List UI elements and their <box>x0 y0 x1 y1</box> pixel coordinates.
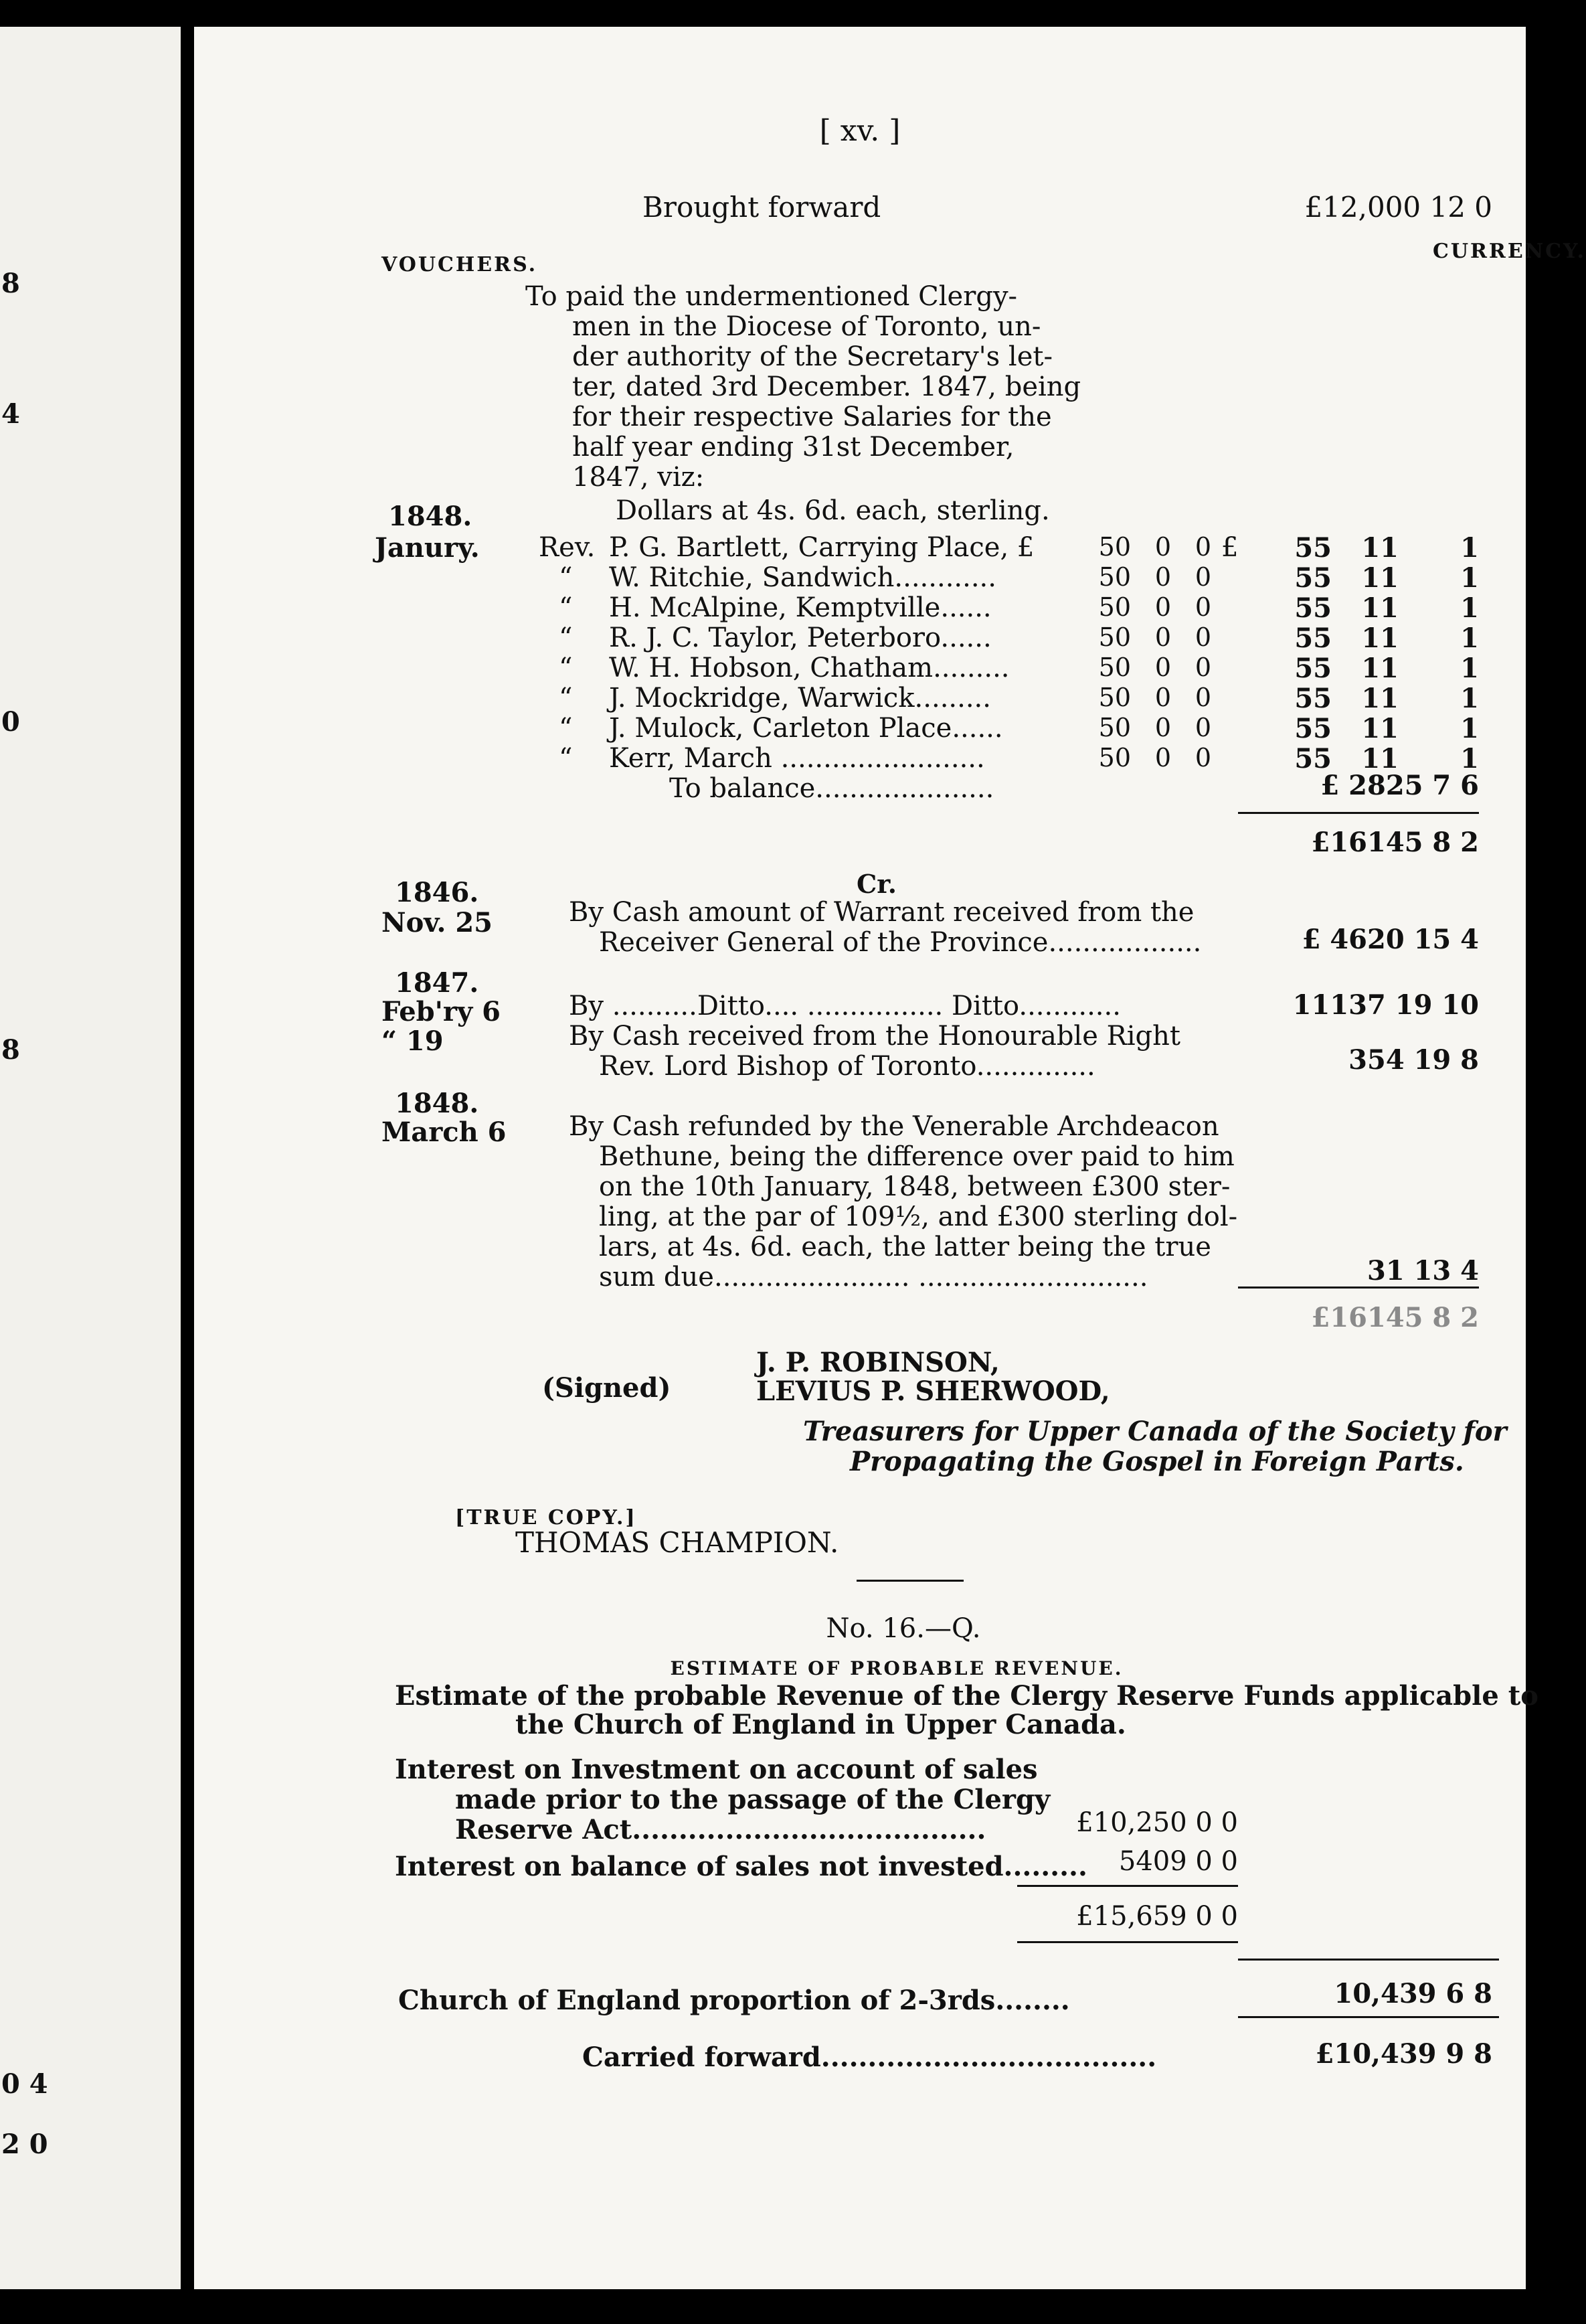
currency-amount: 55 <box>1294 683 1332 714</box>
credit-amount: 31 13 4 <box>1367 1255 1479 1286</box>
clergy-name: Kerr, March ........................ <box>609 743 985 774</box>
section-divider <box>857 1580 964 1582</box>
church-proportion-amount: 10,439 6 8 <box>1334 1978 1492 2009</box>
signatory-name: J. P. ROBINSON, <box>756 1347 1000 1378</box>
subtotal-rule <box>1017 1941 1238 1943</box>
vouchers-label: VOUCHERS. <box>381 253 538 276</box>
credit-text-line: sum due....................... ........................... <box>599 1262 1148 1293</box>
currency-shillings: 11 <box>1361 562 1399 594</box>
currency-amount: 55 <box>1294 562 1332 594</box>
clergy-name: J. Mockridge, Warwick......... <box>609 683 991 714</box>
currency-pence: 1 <box>1460 683 1479 714</box>
credit-text-line: ling, at the par of 109½, and £300 sterling dol- <box>599 1201 1238 1232</box>
credit-date: March 6 <box>381 1116 507 1148</box>
credit-text-line: Receiver General of the Province.................. <box>599 927 1202 958</box>
credit-year: 1846. <box>395 877 479 908</box>
brought-forward-amount: £12,000 12 0 <box>1304 191 1492 224</box>
intro-line: ter, dated 3rd December. 1847, being <box>572 371 1081 402</box>
clergy-prefix: “ <box>559 683 573 714</box>
dollars-shillings: 0 <box>1154 532 1171 562</box>
dollars-amount: 50 <box>1098 532 1131 562</box>
month-label: Janury. <box>375 532 480 564</box>
currency-shillings: 11 <box>1361 622 1399 654</box>
clergy-prefix: “ <box>559 622 573 653</box>
credit-heading: Cr. <box>856 869 897 899</box>
dollars-pence: 0 <box>1195 653 1211 682</box>
credit-text-line: Bethune, being the difference over paid to him <box>599 1141 1235 1172</box>
credit-amount: 11137 19 10 <box>1292 989 1479 1021</box>
clergy-prefix: “ <box>559 592 573 623</box>
currency-amount: 55 <box>1294 653 1332 684</box>
dollars-pence: 0 <box>1195 622 1211 652</box>
intro-line: der authority of the Secretary's let- <box>572 341 1053 372</box>
total-credit: £16145 8 2 <box>1311 1302 1479 1333</box>
estimate-heading-line: the Church of England in Upper Canada. <box>515 1709 1126 1740</box>
credit-text-line: on the 10th January, 1848, between £300 ster- <box>599 1171 1231 1202</box>
credit-date: Nov. 25 <box>381 907 493 938</box>
interest-balance-label: Interest on balance of sales not invested......... <box>395 1851 1087 1882</box>
true-copy-label: [TRUE COPY.] <box>455 1506 637 1529</box>
currency-shillings: 11 <box>1361 743 1399 774</box>
currency-shillings: 11 <box>1361 592 1399 624</box>
credit-text-line: lars, at 4s. 6d. each, the latter being the true <box>599 1232 1211 1262</box>
intro-line: men in the Diocese of Toronto, un- <box>572 311 1041 342</box>
currency-pence: 1 <box>1460 622 1479 654</box>
interest-investment-line: Reserve Act...................................... <box>455 1814 986 1845</box>
dollars-amount: 50 <box>1098 683 1131 712</box>
carried-forward-label: Carried forward.................................... <box>582 2042 1157 2073</box>
credit-text-line: Rev. Lord Bishop of Toronto.............. <box>599 1051 1095 1082</box>
intro-line: 1847, viz: <box>572 462 705 493</box>
intro-line: half year ending 31st December, <box>572 432 1015 463</box>
currency-pence: 1 <box>1460 713 1479 744</box>
clergy-name: R. J. C. Taylor, Peterboro...... <box>609 622 992 653</box>
dollars-shillings: 0 <box>1154 653 1171 682</box>
currency-pence: 1 <box>1460 562 1479 594</box>
signatory-name: LEVIUS P. SHERWOOD, <box>756 1376 1110 1407</box>
interest-investment-line: Interest on Investment on account of sales <box>395 1754 1038 1785</box>
clergy-prefix: “ <box>559 653 573 683</box>
dollars-pence: 0 <box>1195 562 1211 592</box>
credit-year: 1847. <box>395 967 479 999</box>
credit-text-line: By ..........Ditto.... ................ Ditto............ <box>569 991 1121 1021</box>
dollars-pence: 0 <box>1195 683 1211 712</box>
dollars-note: Dollars at 4s. 6d. each, sterling. <box>616 495 1050 526</box>
clergy-name: W. Ritchie, Sandwich............ <box>609 562 996 593</box>
dollars-shillings: 0 <box>1154 683 1171 712</box>
total-debit: £16145 8 2 <box>1311 827 1479 858</box>
treasurer-line: Propagating the Gospel in Foreign Parts. <box>850 1446 1464 1477</box>
clergy-name: J. Mulock, Carleton Place...... <box>609 713 1003 744</box>
margin-fragment: 0 <box>1 706 20 738</box>
credit-year: 1848. <box>395 1088 479 1119</box>
currency-amount: 55 <box>1294 592 1332 624</box>
clergy-prefix: Rev. <box>539 532 596 563</box>
margin-fragment: 0 4 <box>1 2068 48 2100</box>
currency-pence: 1 <box>1460 592 1479 624</box>
credit-date: Feb'ry 6 <box>381 996 501 1027</box>
dollars-shillings: 0 <box>1154 562 1171 592</box>
interest-investment-line: made prior to the passage of the Clergy <box>455 1784 1051 1815</box>
clergy-prefix: “ <box>559 562 573 593</box>
intro-line: To paid the undermentioned Clergy- <box>525 281 1018 312</box>
intro-line: for their respective Salaries for the <box>572 402 1052 432</box>
brought-forward-label: Brought forward <box>642 191 881 224</box>
proportion-rule <box>1238 1959 1499 1961</box>
dollars-amount: 50 <box>1098 622 1131 652</box>
currency-shillings: 11 <box>1361 713 1399 744</box>
margin-fragment: 2 0 <box>1 2129 48 2160</box>
subtotal-rule <box>1017 1885 1238 1887</box>
dollars-pence: 0 <box>1195 743 1211 772</box>
currency-pence: 1 <box>1460 653 1479 684</box>
currency-amount: 55 <box>1294 713 1332 744</box>
to-balance-amount: £ 2825 7 6 <box>1320 770 1479 801</box>
interest-balance-amount: 5409 0 0 <box>1118 1846 1238 1877</box>
previous-page-strip <box>0 27 181 2289</box>
currency-amount: 55 <box>1294 622 1332 654</box>
currency-amount: 55 <box>1294 532 1332 564</box>
currency-label: CURRENCY. <box>1432 240 1586 263</box>
page-number: [ xv. ] <box>819 114 901 148</box>
interest-investment-amount: £10,250 0 0 <box>1076 1807 1238 1838</box>
clergy-name: H. McAlpine, Kemptville...... <box>609 592 992 623</box>
currency-shillings: 11 <box>1361 532 1399 564</box>
clergy-name: W. H. Hobson, Chatham......... <box>609 653 1010 683</box>
to-balance-label: To balance..................... <box>669 773 994 804</box>
dollars-amount: 50 <box>1098 592 1131 622</box>
credit-total-rule <box>1238 1286 1479 1289</box>
credit-text-line: By Cash amount of Warrant received from the <box>569 897 1195 928</box>
dollars-shillings: 0 <box>1154 622 1171 652</box>
currency-sign: £ <box>1221 532 1239 563</box>
clergy-name: P. G. Bartlett, Carrying Place, £ <box>609 532 1035 563</box>
total-rule <box>1238 812 1479 814</box>
clergy-prefix: “ <box>559 713 573 744</box>
carried-forward-amount: £10,439 9 8 <box>1315 2038 1492 2070</box>
credit-amount: £ 4620 15 4 <box>1302 924 1479 955</box>
dollars-amount: 50 <box>1098 653 1131 682</box>
margin-fragment: 8 <box>1 1034 20 1066</box>
dollars-pence: 0 <box>1195 592 1211 622</box>
dollars-shillings: 0 <box>1154 592 1171 622</box>
margin-fragment: 4 <box>1 398 20 430</box>
dollars-pence: 0 <box>1195 532 1211 562</box>
credit-text-line: By Cash received from the Honourable Right <box>569 1021 1180 1052</box>
dollars-shillings: 0 <box>1154 743 1171 772</box>
signed-label: (Signed) <box>542 1372 671 1404</box>
treasurer-line: Treasurers for Upper Canada of the Society for <box>803 1416 1507 1447</box>
dollars-amount: 50 <box>1098 743 1131 772</box>
dollars-amount: 50 <box>1098 562 1131 592</box>
currency-pence: 1 <box>1460 743 1479 774</box>
estimate-number: No. 16.—Q. <box>826 1613 981 1644</box>
copy-name: THOMAS CHAMPION. <box>515 1526 839 1559</box>
estimate-subtitle: ESTIMATE OF PROBABLE REVENUE. <box>670 1657 1124 1679</box>
clergy-prefix: “ <box>559 743 573 774</box>
credit-amount: 354 19 8 <box>1348 1044 1479 1076</box>
credit-text-line: By Cash refunded by the Venerable Archdeacon <box>569 1111 1219 1142</box>
currency-amount: 55 <box>1294 743 1332 774</box>
credit-date: “ 19 <box>381 1025 444 1057</box>
year-label: 1848. <box>388 501 472 532</box>
currency-shillings: 11 <box>1361 653 1399 684</box>
document-page <box>194 27 1586 2289</box>
dollars-amount: 50 <box>1098 713 1131 742</box>
interest-total: £15,659 0 0 <box>1076 1901 1238 1932</box>
dollars-pence: 0 <box>1195 713 1211 742</box>
currency-pence: 1 <box>1460 532 1479 564</box>
currency-shillings: 11 <box>1361 683 1399 714</box>
dollars-shillings: 0 <box>1154 713 1171 742</box>
proportion-rule <box>1238 2016 1499 2018</box>
margin-fragment: 8 <box>1 268 20 299</box>
church-proportion-label: Church of England proportion of 2-3rds........ <box>398 1985 1070 2016</box>
estimate-heading-line: Estimate of the probable Revenue of the Clergy Reserve Funds applicable to <box>395 1680 1538 1712</box>
